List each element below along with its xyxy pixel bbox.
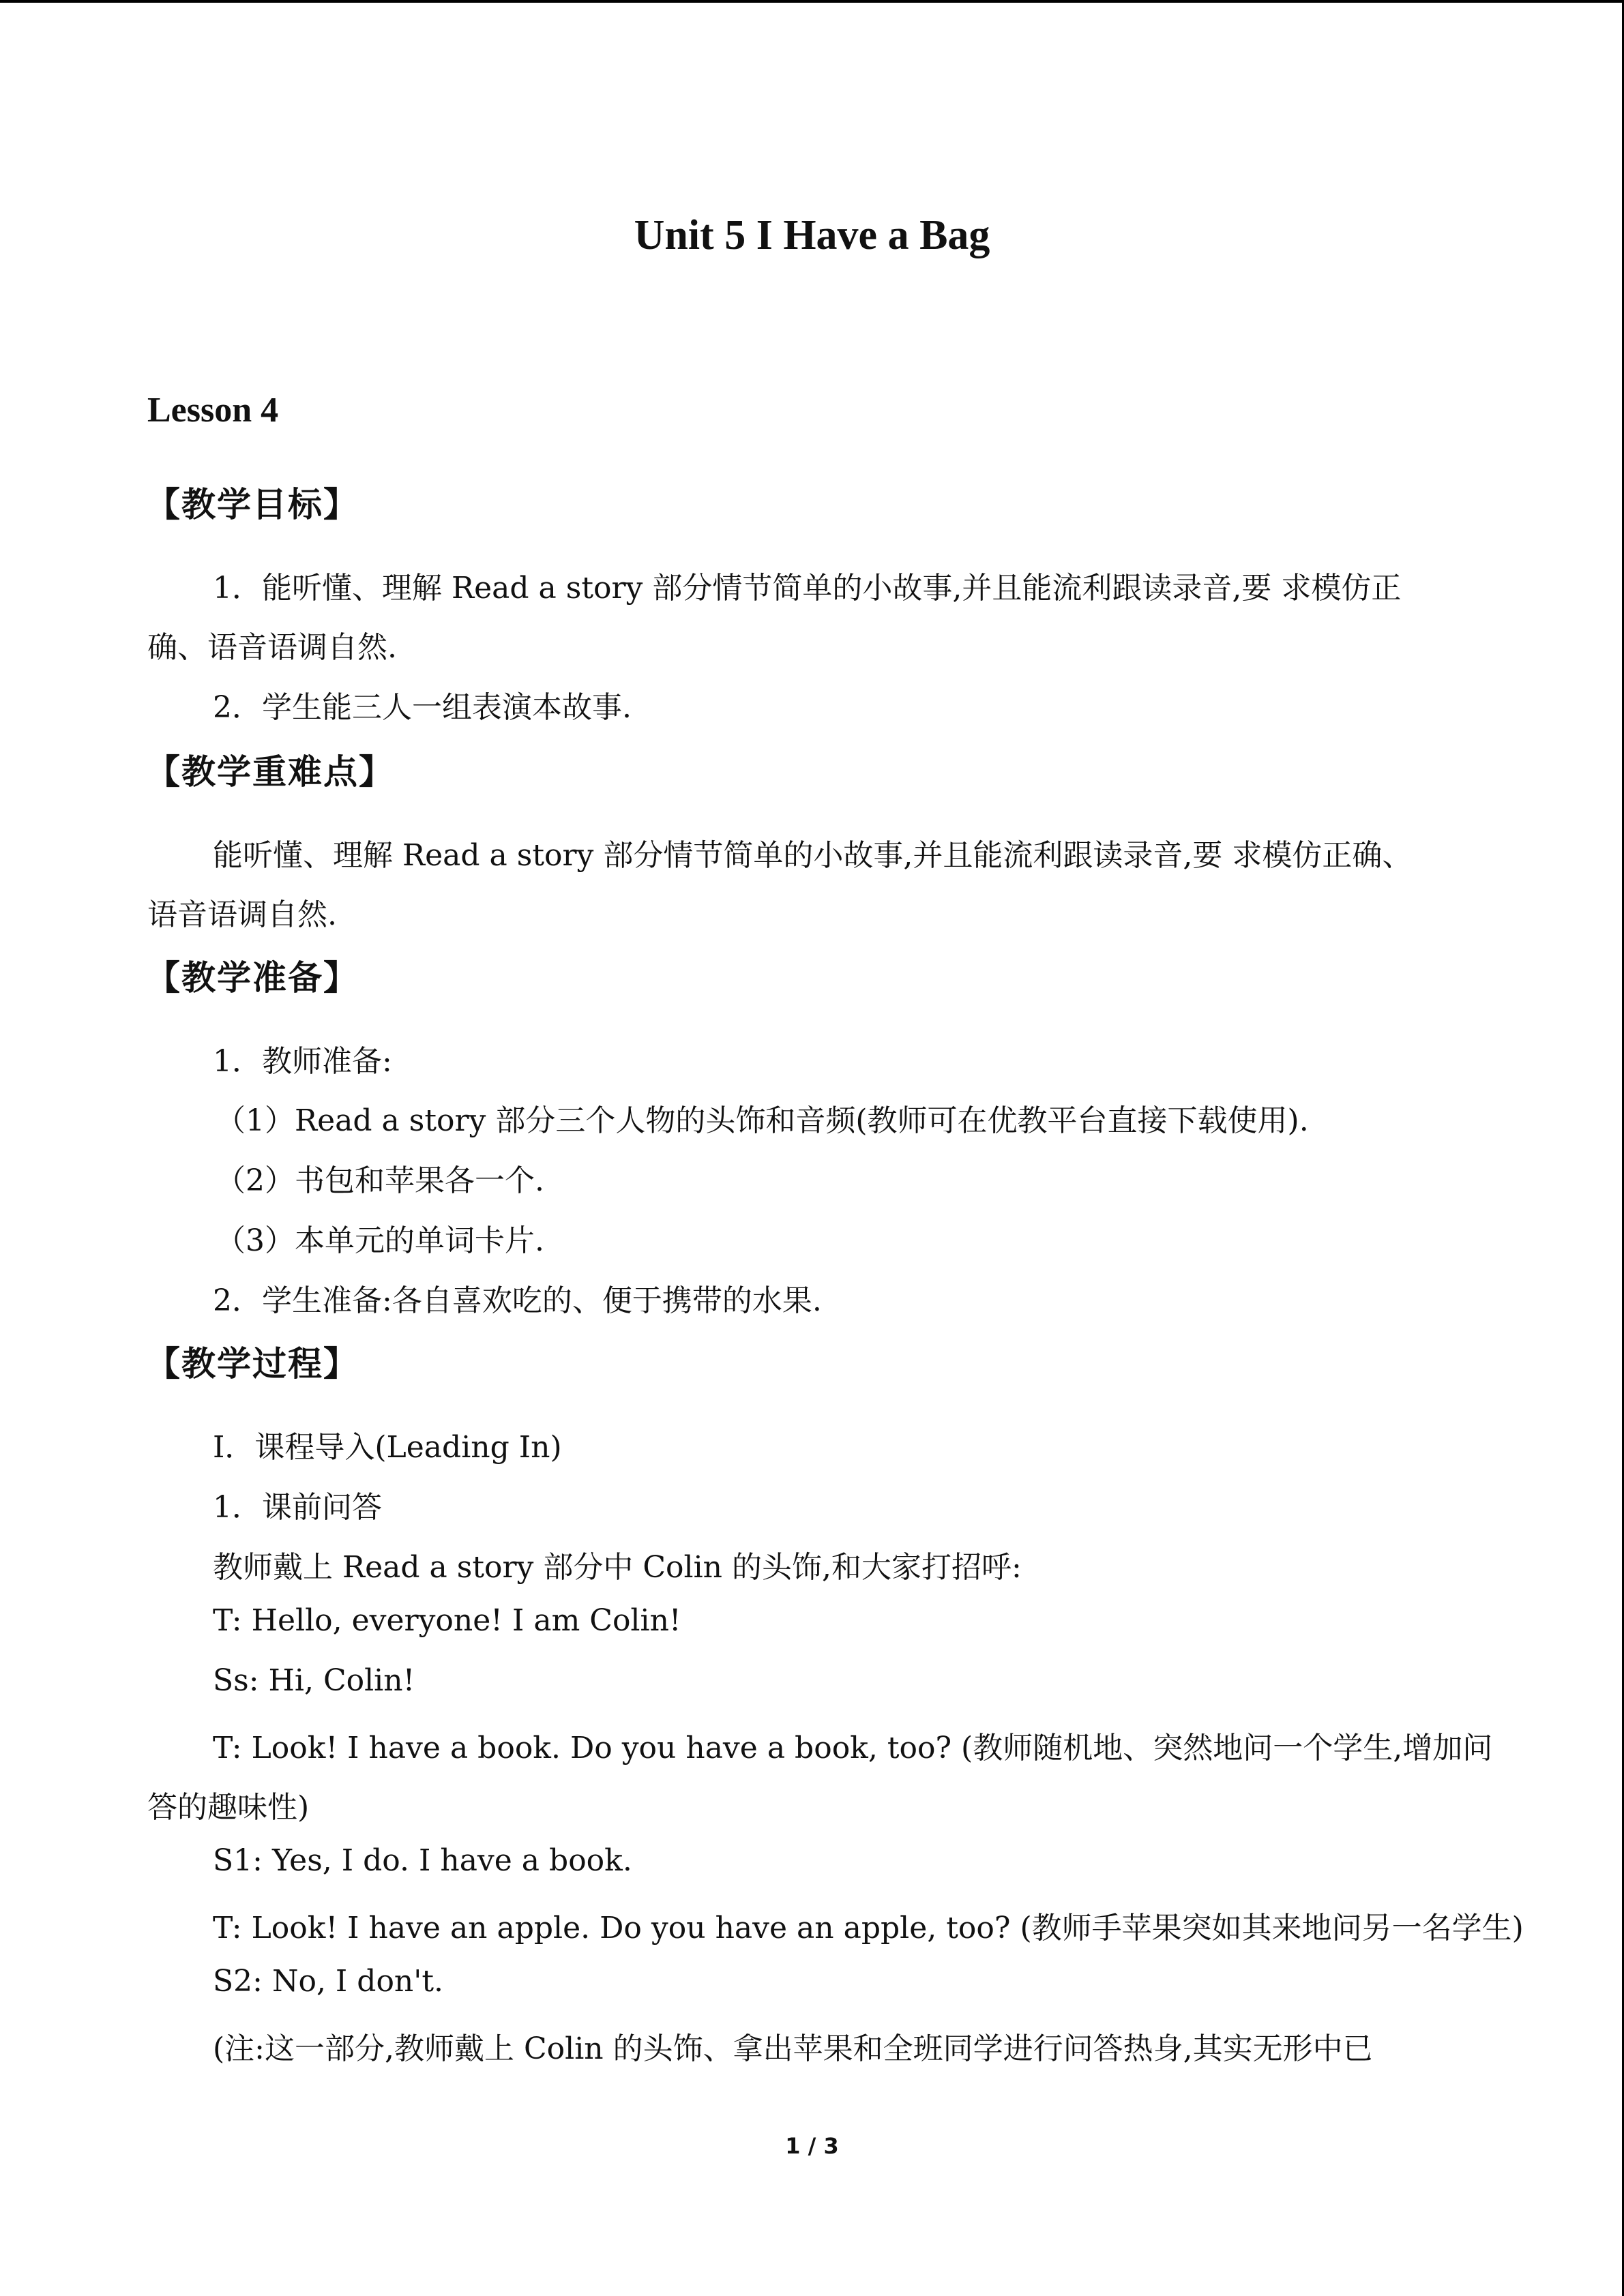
objectives-line-3: 2．学生能三人一组表演本故事. [213, 690, 632, 725]
process-line-6: T: Look! I have a book. Do you have a book, too? (教师随机地、突然地问一个学生,增加问 [213, 1731, 1493, 1765]
process-line-5: Ss: Hi, Colin! [213, 1663, 415, 1698]
document-title: Unit 5 I Have a Bag [634, 212, 990, 258]
preparation-line-1: 1．教师准备: [213, 1044, 392, 1079]
key-points-line-1: 能听懂、理解 Read a story 部分情节简单的小故事,并且能流利跟读录音,要 求模仿正确、 [213, 838, 1413, 873]
preparation-line-4: （3）本单元的单词卡片. [216, 1223, 544, 1258]
process-line-4: T: Hello, everyone! I am Colin! [213, 1603, 681, 1638]
section-heading-objectives: 【教学目标】 [146, 485, 359, 524]
preparation-line-5: 2．学生准备:各自喜欢吃的、便于携带的水果. [213, 1283, 822, 1318]
section-heading-process: 【教学过程】 [146, 1344, 359, 1384]
page-number: 1 / 3 [785, 2133, 839, 2159]
lesson-label: Lesson 4 [147, 391, 279, 430]
preparation-line-3: （2）书包和苹果各一个. [216, 1163, 544, 1198]
process-line-3: 教师戴上 Read a story 部分中 Colin 的头饰,和大家打招呼: [213, 1550, 1022, 1585]
process-line-7: 答的趣味性) [147, 1790, 310, 1825]
section-heading-preparation: 【教学准备】 [146, 958, 359, 998]
process-line-8: S1: Yes, I do. I have a book. [213, 1843, 632, 1878]
process-line-10: S2: No, I don't. [213, 1964, 444, 1999]
process-line-9: T: Look! I have an apple. Do you have an apple, too? (教师手苹果突如其来地问另一名学生) [213, 1911, 1524, 1945]
key-points-line-2: 语音语调自然. [147, 897, 337, 932]
process-line-2: 1．课前问答 [213, 1490, 382, 1525]
section-heading-key-points: 【教学重难点】 [146, 752, 394, 792]
objectives-line-1: 1．能听懂、理解 Read a story 部分情节简单的小故事,并且能流利跟读录音,要 求模仿正 [213, 571, 1402, 606]
objectives-line-2: 确、语音语调自然. [147, 630, 397, 665]
page-top-border [0, 0, 1624, 3]
process-line-1: Ⅰ．课程导入(Leading In) [213, 1430, 562, 1465]
process-line-11: (注:这一部分,教师戴上 Colin 的头饰、拿出苹果和全班同学进行问答热身,其实无形中已 [213, 2031, 1373, 2066]
preparation-line-2: （1）Read a story 部分三个人物的头饰和音频(教师可在优教平台直接下载使用). [216, 1103, 1309, 1138]
